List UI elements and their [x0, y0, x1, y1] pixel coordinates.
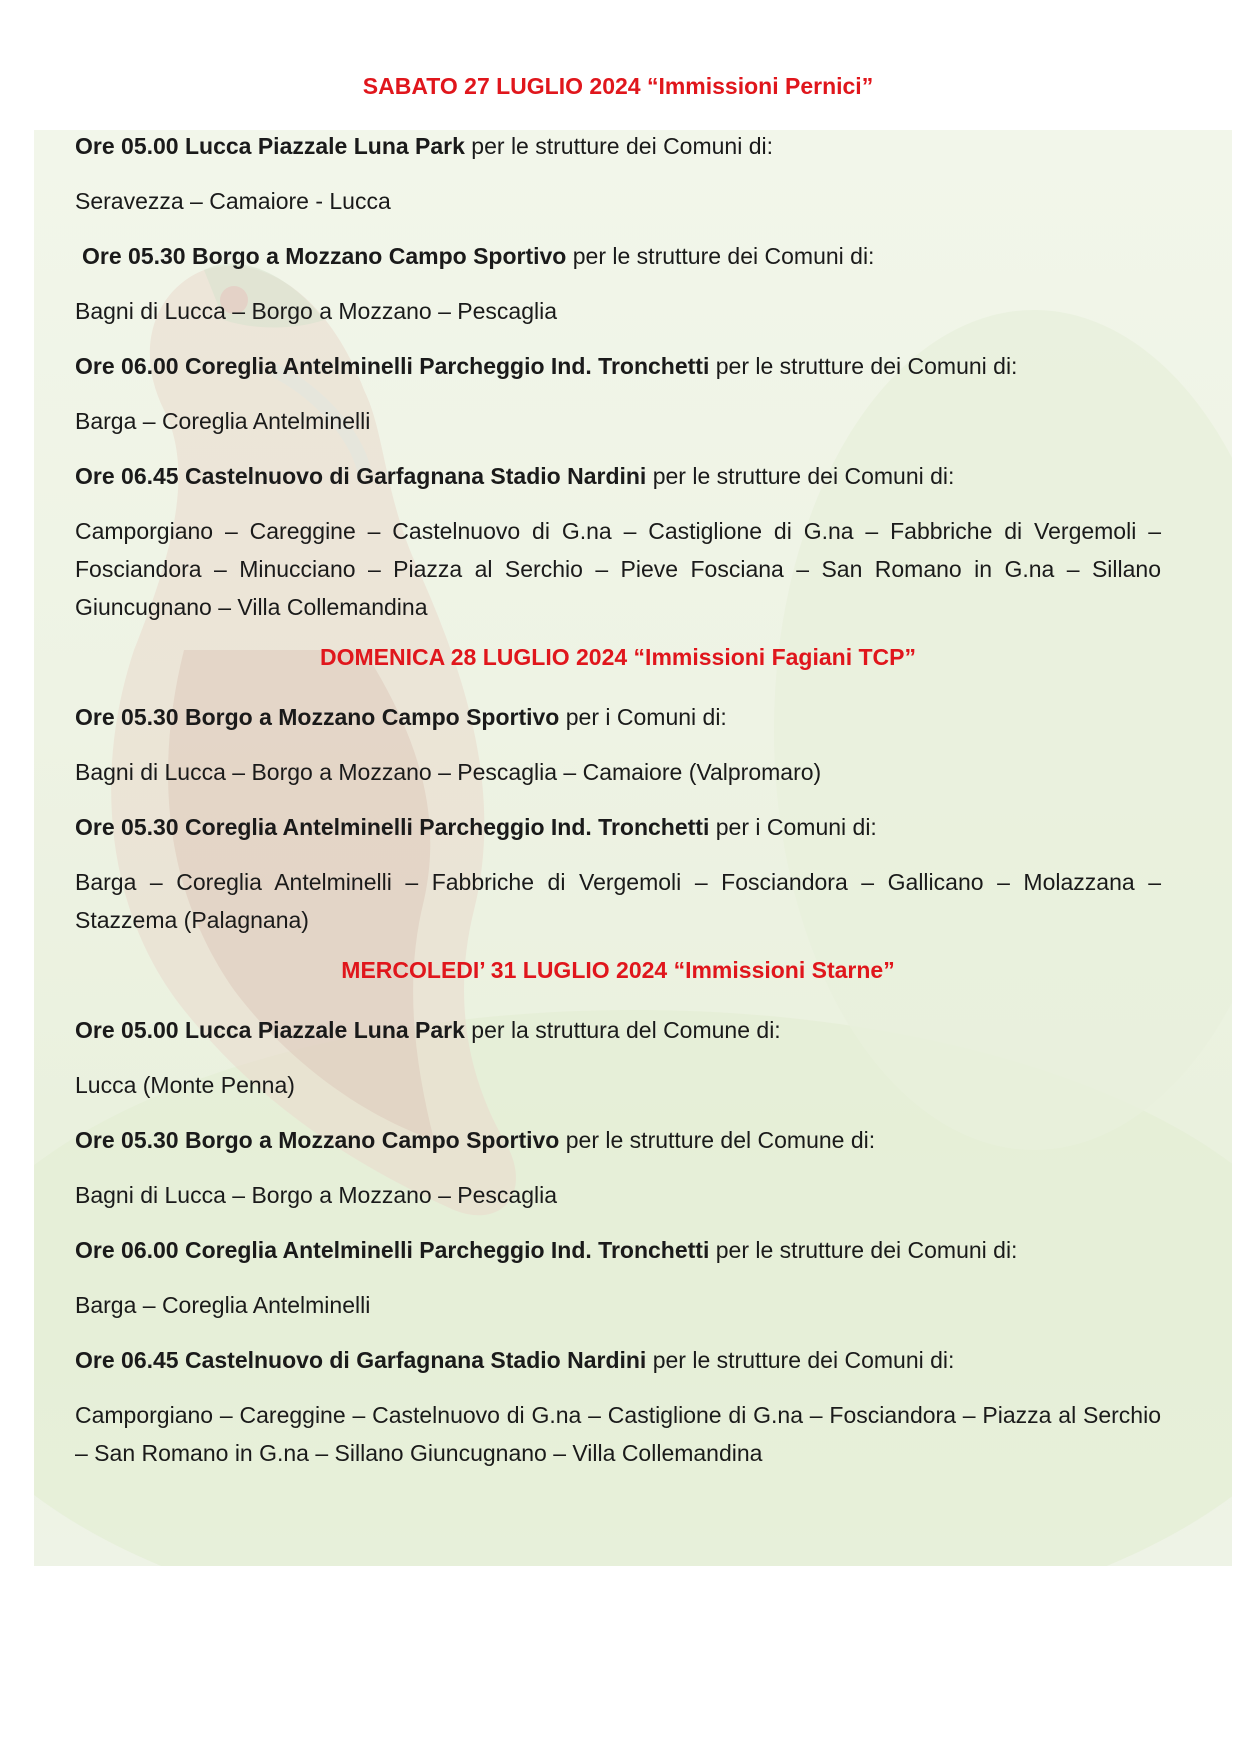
section-saturday: [75, 72, 1161, 626]
towns-list: Seravezza – Camaiore - Lucca: [75, 188, 391, 214]
time-place: Ore 05.30 Coreglia Antelminelli Parcheggio Ind. Tronchetti: [75, 814, 710, 840]
day-heading: MERCOLEDI’ 31 LUGLIO 2024 “Immissioni Starne”: [341, 957, 895, 983]
line-suffix: per le strutture dei Comuni di:: [646, 463, 955, 489]
towns-list: Barga – Coreglia Antelminelli – Fabbriche di Vergemoli – Fosciandora – Gallicano – Molazzana – Stazzema (Palagnana): [75, 869, 1161, 933]
time-place: Ore 05.00 Lucca Piazzale Luna Park: [75, 133, 465, 159]
towns-list: Bagni di Lucca – Borgo a Mozzano – Pescaglia: [75, 298, 558, 324]
towns-list: Bagni di Lucca – Borgo a Mozzano – Pescaglia: [75, 1182, 558, 1208]
schedule-line: [75, 808, 1161, 846]
day-heading: DOMENICA 28 LUGLIO 2024 “Immissioni Fagiani TCP”: [320, 644, 916, 670]
schedule-line: [75, 127, 1161, 165]
time-place: Ore 05.30 Borgo a Mozzano Campo Sportivo: [82, 243, 567, 269]
line-suffix: per le strutture dei Comuni di:: [709, 1237, 1018, 1263]
time-place: Ore 05.00 Lucca Piazzale Luna Park: [75, 1017, 465, 1043]
line-suffix: per le strutture dei Comuni di:: [646, 1347, 955, 1373]
line-suffix: per le strutture dei Comuni di:: [566, 243, 875, 269]
schedule-line: [75, 1341, 1161, 1379]
time-place: Ore 05.30 Borgo a Mozzano Campo Sportivo: [75, 704, 560, 730]
section-sunday: [75, 643, 1161, 939]
time-place: Ore 06.45 Castelnuovo di Garfagnana Stadio Nardini: [75, 1347, 647, 1373]
time-place: Ore 06.45 Castelnuovo di Garfagnana Stadio Nardini: [75, 463, 647, 489]
schedule-line: [75, 1011, 1161, 1049]
towns-list: Lucca (Monte Penna): [75, 1072, 295, 1098]
schedule-line: [75, 347, 1161, 385]
schedule-line: [75, 237, 1161, 275]
schedule-line: [75, 1231, 1161, 1269]
towns-list: Bagni di Lucca – Borgo a Mozzano – Pescaglia – Camaiore (Valpromaro): [75, 759, 822, 785]
line-suffix: per le strutture dei Comuni di:: [464, 133, 774, 159]
towns-list: Barga – Coreglia Antelminelli: [75, 1292, 371, 1318]
time-place: Ore 06.00 Coreglia Antelminelli Parcheggio Ind. Tronchetti: [75, 1237, 710, 1263]
towns-list: Barga – Coreglia Antelminelli: [75, 408, 371, 434]
day-heading: SABATO 27 LUGLIO 2024 “Immissioni Pernici”: [362, 73, 874, 99]
document-body: [75, 72, 1161, 1489]
schedule-line: [75, 1121, 1161, 1159]
schedule-line: [75, 698, 1161, 736]
towns-list: Camporgiano – Careggine – Castelnuovo di G.na – Castiglione di G.na – Fabbriche di Vergemoli – Fosciandora – Minucciano – Piazza al Serchio – Pieve Fosciana – San Romano in G.na – Sillano Giuncugnano – Villa Collemandina: [75, 518, 1161, 620]
time-place: Ore 06.00 Coreglia Antelminelli Parcheggio Ind. Tronchetti: [75, 353, 710, 379]
time-place: Ore 05.30 Borgo a Mozzano Campo Sportivo: [75, 1127, 560, 1153]
line-suffix: per le strutture dei Comuni di:: [709, 353, 1018, 379]
schedule-line: [75, 457, 1161, 495]
towns-list: Camporgiano – Careggine – Castelnuovo di G.na – Castiglione di G.na – Fosciandora – Piazza al Serchio – San Romano in G.na – Sillano Giuncugnano – Villa Collemandina: [75, 1402, 1161, 1466]
line-suffix: per le strutture del Comune di:: [559, 1127, 876, 1153]
line-suffix: per i Comuni di:: [559, 704, 727, 730]
line-suffix: per i Comuni di:: [709, 814, 877, 840]
section-wednesday: [75, 956, 1161, 1472]
line-suffix: per la struttura del Comune di:: [464, 1017, 781, 1043]
